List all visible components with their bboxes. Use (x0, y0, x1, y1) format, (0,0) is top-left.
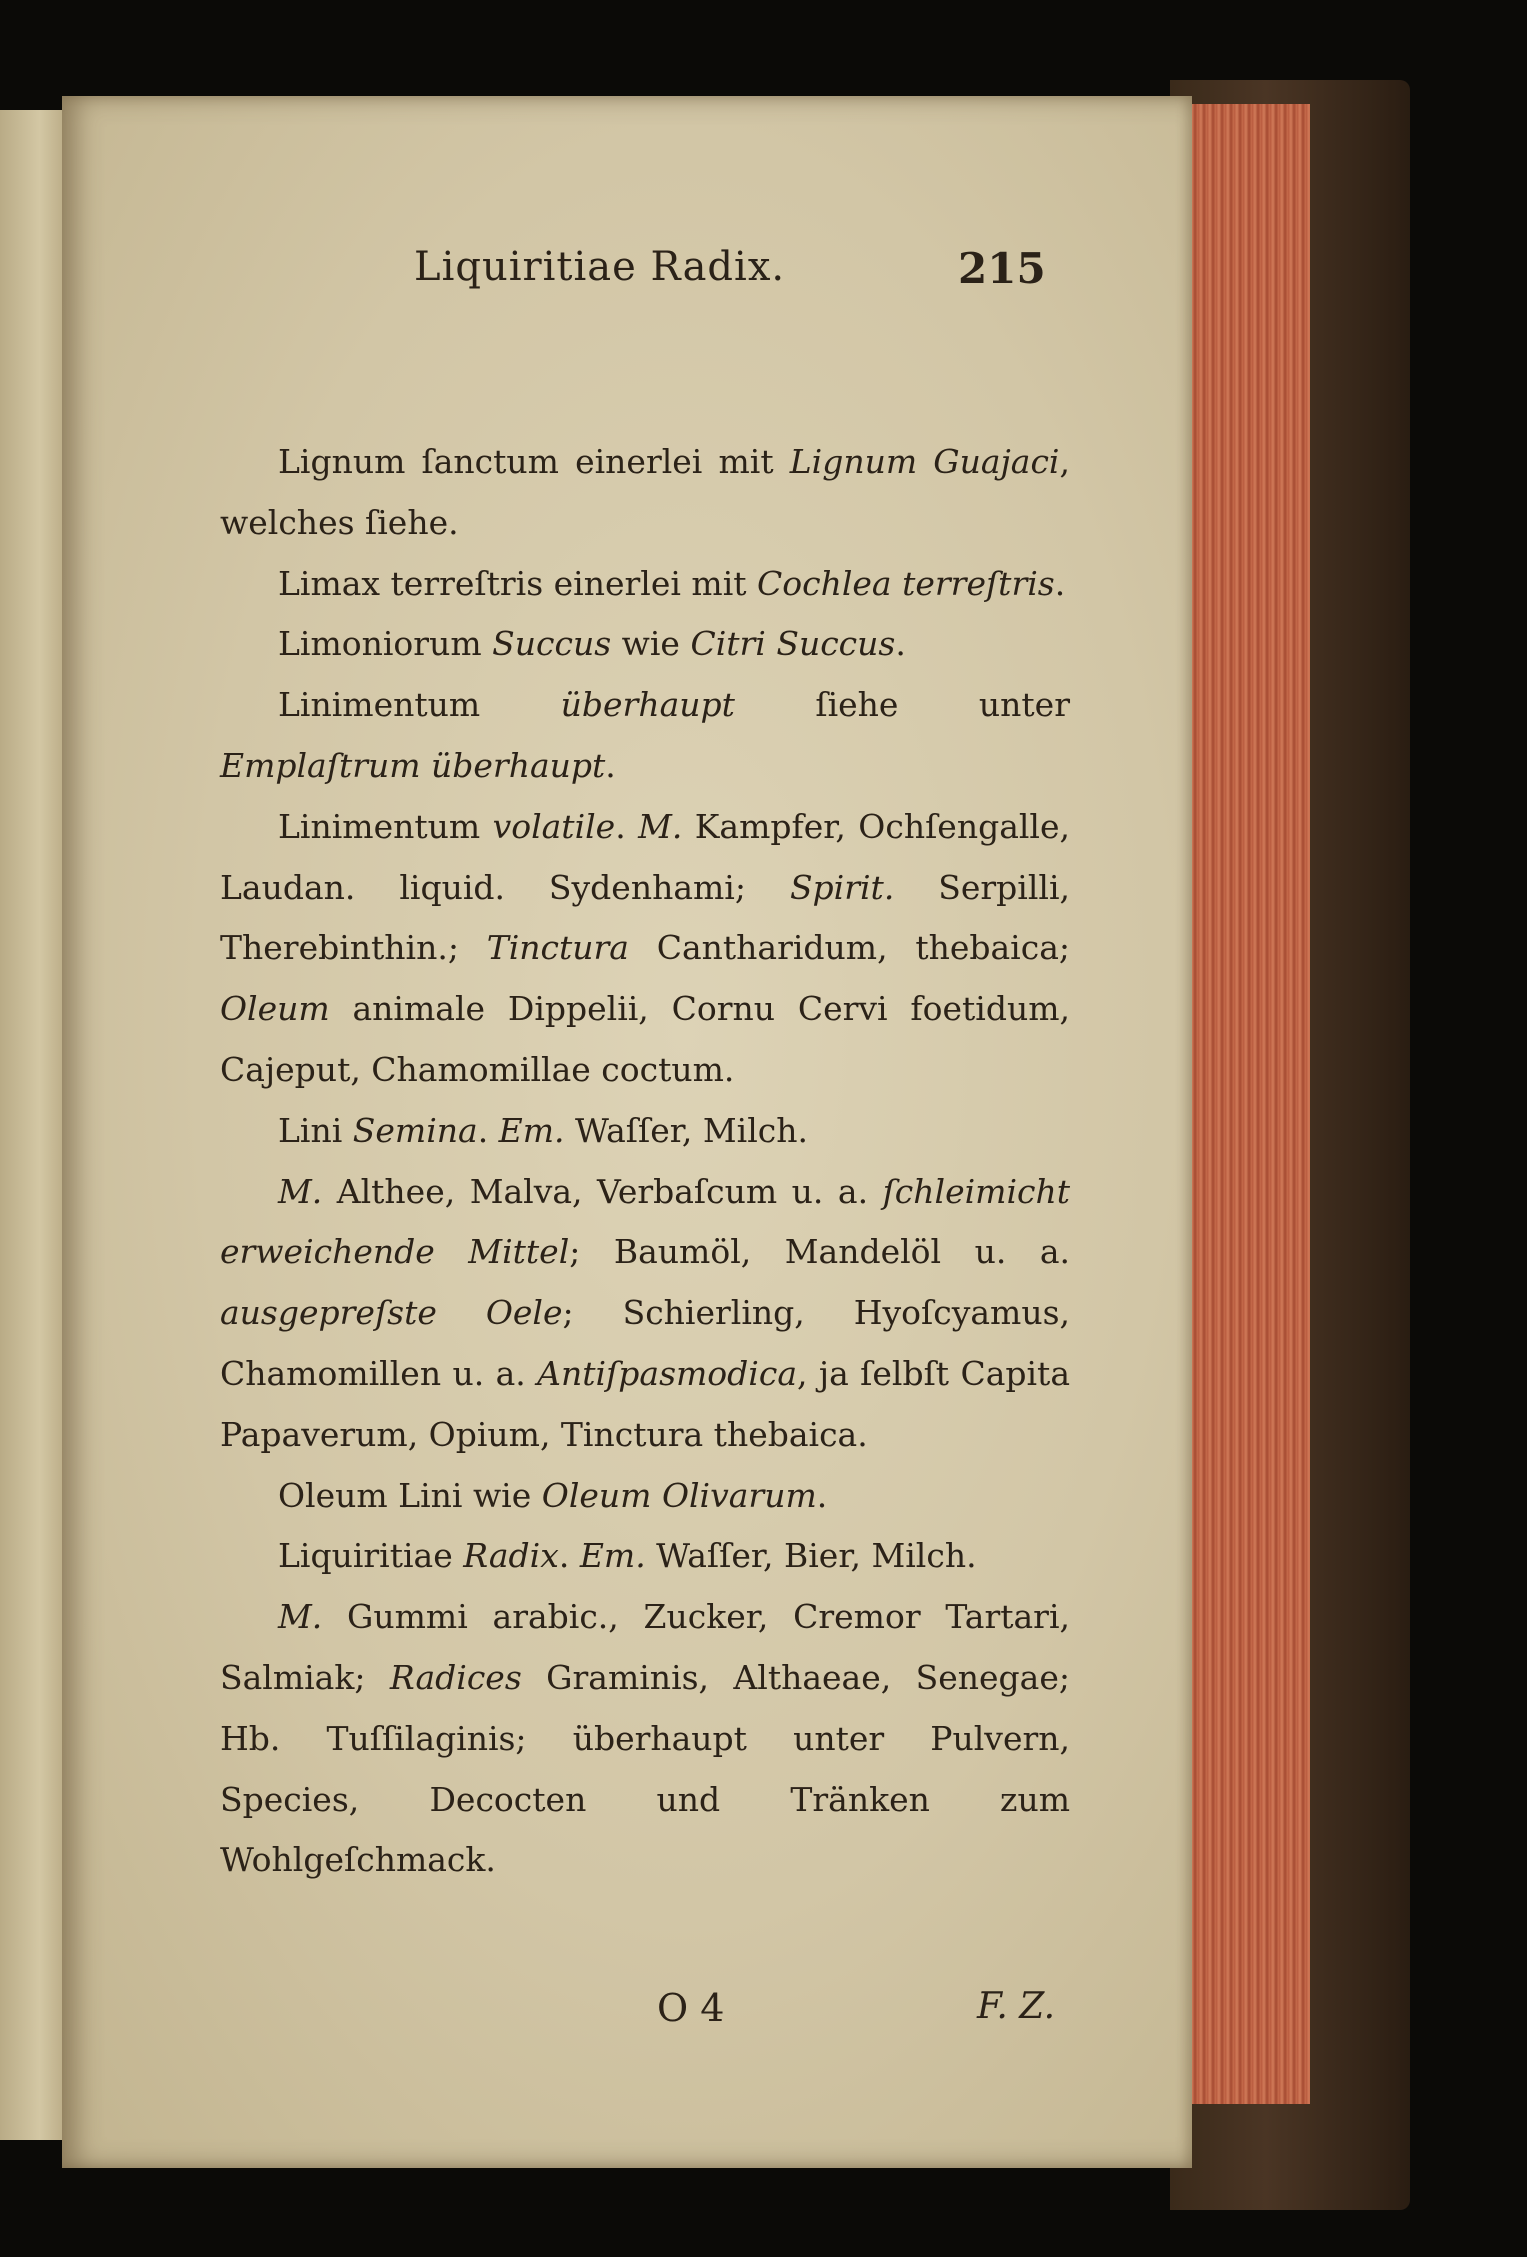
italic-text: Radices (389, 1657, 522, 1697)
italic-text: M. (638, 806, 683, 846)
entry-text: . (605, 745, 616, 785)
page-edges (1180, 104, 1310, 2104)
italic-text: Succus (492, 624, 612, 664)
dictionary-entry (220, 1466, 1070, 1527)
entry-text: animale Dippelii, Cornu Cervi foetidum, Cajeput, Chamomillae coctum. (220, 989, 1070, 1089)
dictionary-entry (220, 1587, 1070, 1891)
dictionary-entry (220, 1101, 1070, 1162)
entry-text: Althee, Malva, Verbaſcum u. a. (322, 1171, 883, 1211)
entry-text: Kampfer, Ochſengalle, Laudan. liquid. Sydenhami; (220, 806, 1070, 907)
page-footer (62, 1986, 1192, 2046)
entry-text: . (1054, 563, 1066, 603)
entry-text: ; Baumöl, Mandelöl u. a. (569, 1232, 1071, 1272)
italic-text: Semina (352, 1110, 478, 1150)
entry-text: Serpilli, Therebinthin.; (220, 867, 1071, 968)
entry-text: Linimentum (278, 685, 561, 725)
entry-text: ſiehe unter (734, 685, 1070, 725)
italic-text: Antiſpasmodica (537, 1353, 797, 1393)
italic-text: Em. (579, 1536, 646, 1576)
entry-text: . (816, 1475, 828, 1515)
italic-text: M. (278, 1171, 323, 1211)
dictionary-entry (220, 614, 1070, 675)
italic-text: ſchleimicht erweichende Mittel (220, 1171, 1070, 1272)
entry-text: Graminis, Althaeae, Senegae; Hb. Tuſſilaginis; überhaupt unter Pulvern, Species, Decocten und Tränken zum Wohlgeſchmack. (220, 1657, 1070, 1880)
entry-text: , ja ſelbſt Capita Papaverum, Opium, Tinctura thebaica. (220, 1353, 1070, 1454)
entry-text: wie (611, 624, 691, 664)
entry-text: Lini (278, 1110, 353, 1150)
entry-text: Limax terreſtris einerlei mit (278, 563, 757, 603)
dictionary-entry (220, 1162, 1070, 1466)
italic-text: Citri Succus (690, 624, 896, 664)
dictionary-entry (220, 797, 1070, 1101)
running-head: Liquiritiae Radix. (414, 244, 786, 290)
italic-text: volatile (492, 806, 616, 846)
entry-text: Limoniorum (278, 624, 493, 664)
italic-text: ausgepreſste Oele (220, 1293, 563, 1333)
entry-text: Waſſer, Bier, Milch. (645, 1536, 977, 1576)
italic-text: überhaupt (560, 685, 735, 725)
entry-text: Cantharidum, thebaica; (628, 928, 1071, 968)
dictionary-entry (220, 675, 1070, 797)
entry-text: Waſſer, Milch. (564, 1110, 808, 1150)
dictionary-entry (220, 554, 1070, 615)
italic-text: Radix (463, 1536, 559, 1576)
entry-text: Oleum Lini wie (278, 1475, 542, 1515)
entry-text: . (895, 624, 906, 664)
italic-text: Tinctura (486, 928, 629, 968)
italic-text: M. (278, 1597, 323, 1637)
italic-text: Em. (498, 1110, 565, 1150)
entry-text: ; Schierling, Hyoſcyamus, Chamomillen u. a. (220, 1293, 1070, 1393)
italic-text: Oleum (220, 989, 330, 1029)
entry-text: Liquiritiae (278, 1536, 464, 1576)
entry-text: . (558, 1536, 580, 1576)
book-page (62, 96, 1192, 2168)
italic-text: Spirit. (789, 867, 895, 907)
entry-text: . (615, 806, 639, 846)
entry-text: . (477, 1110, 499, 1150)
entry-text: Lignum ſanctum einerlei mit (278, 442, 790, 481)
italic-text: Emplaſtrum überhaupt (220, 745, 606, 785)
entry-text: Linimentum (278, 806, 493, 846)
entry-text: , welches ſiehe. (220, 442, 1070, 542)
page-number: 215 (958, 244, 1046, 293)
signature-mark: O 4 (657, 1986, 725, 2030)
entry-text: Gummi arabic., Zucker, Cremor Tartari, Salmiak; (220, 1597, 1070, 1697)
dictionary-entry (220, 432, 1070, 554)
italic-text: Cochlea terreſtris (757, 563, 1055, 603)
body-text (220, 432, 1070, 1891)
italic-text: Lignum Guajaci (789, 442, 1060, 481)
catchword: F. Z. (977, 1986, 1056, 2027)
dictionary-entry (220, 1526, 1070, 1587)
italic-text: Oleum Olivarum (541, 1475, 817, 1515)
page-header (62, 244, 1192, 314)
